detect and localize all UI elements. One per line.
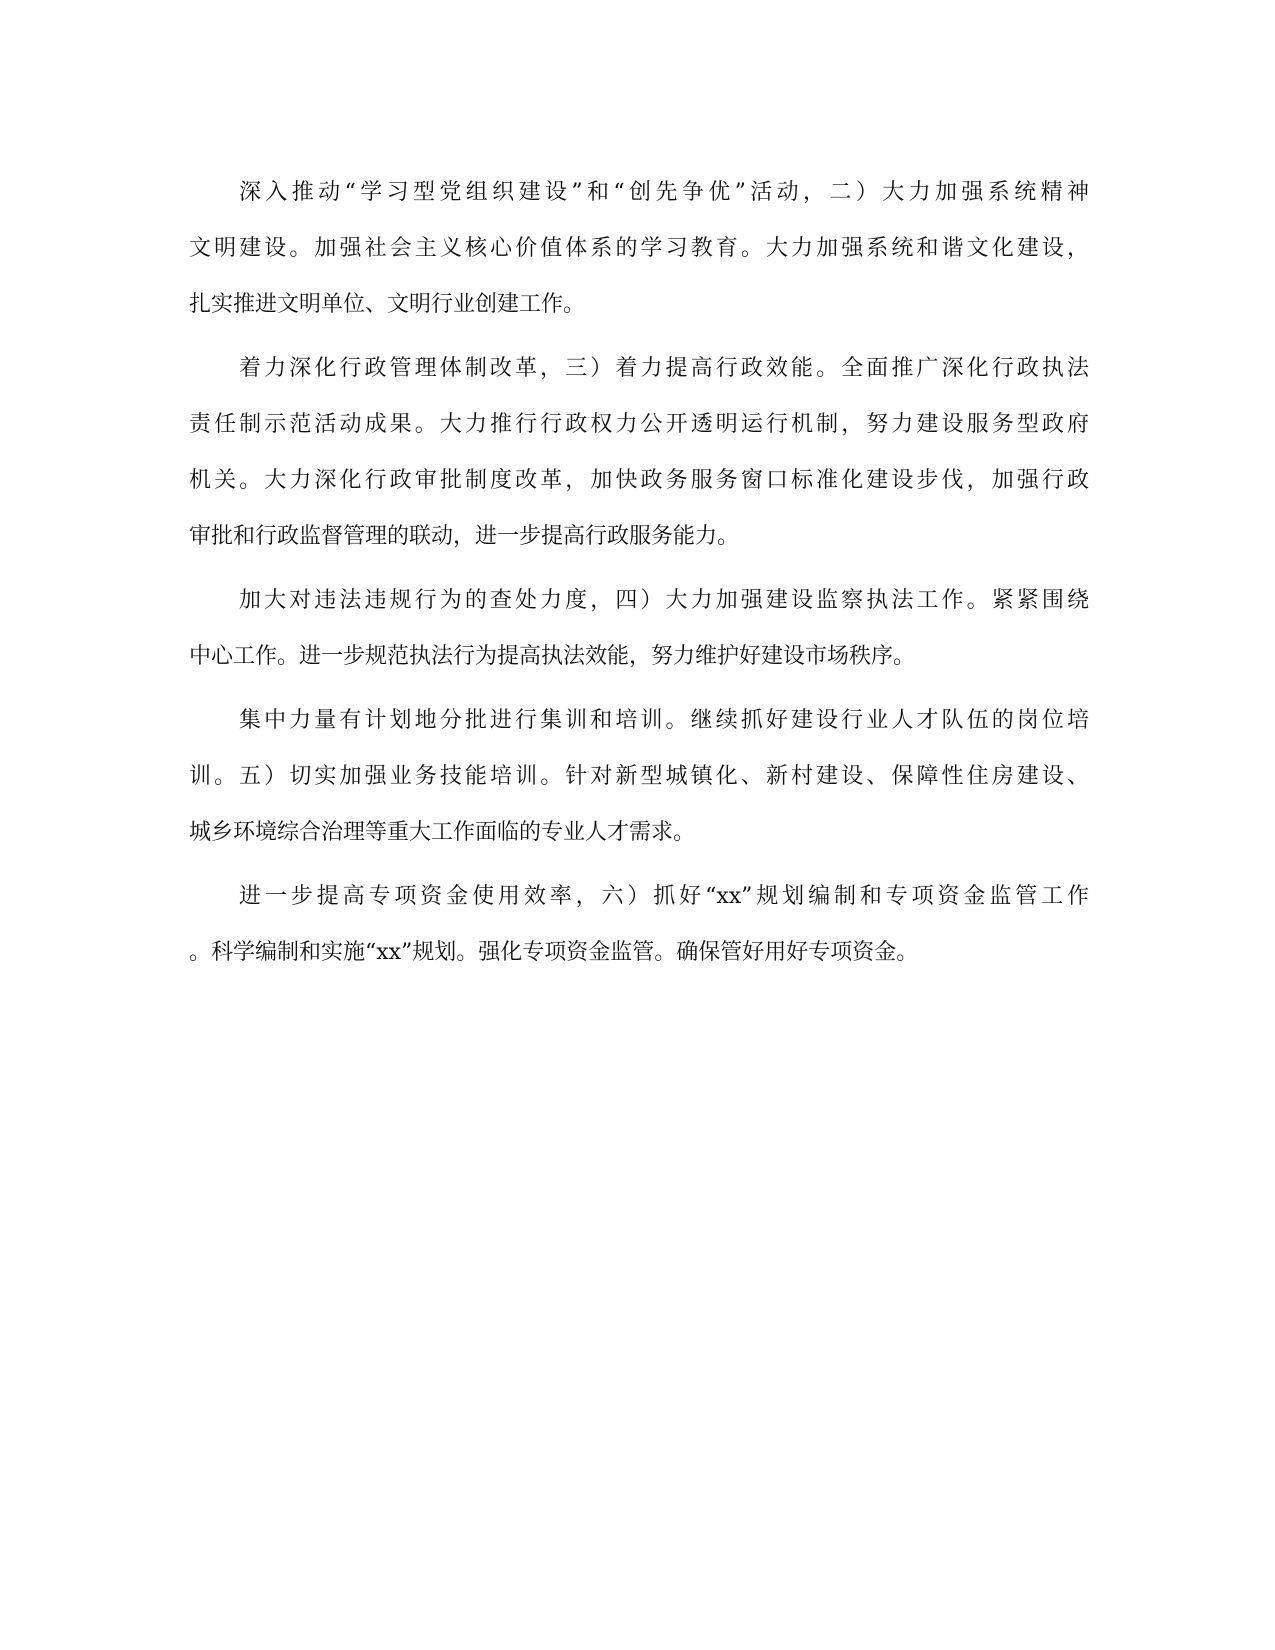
- paragraph-3: [189, 573, 1089, 685]
- paragraph-2: [189, 341, 1089, 565]
- paragraph-line: 机关。大力深化行政审批制度改革，加快政务服务窗口标准化建设步伐，加强行政: [189, 468, 1089, 493]
- paragraph-5: [189, 869, 1089, 981]
- paragraph-line: 集中力量有计划地分批进行集训和培训。继续抓好建设行业人才队伍的岗位培: [239, 708, 1089, 733]
- document-body: [189, 165, 1089, 989]
- paragraph-line: 中心工作。进一步规范执法行为提高执法效能，努力维护好建设市场秩序。: [189, 644, 916, 669]
- paragraph-line: 着力深化行政管理体制改革，三）着力提高行政效能。全面推广深化行政执法: [239, 356, 1089, 381]
- paragraph-line: 文明建设。加强社会主义核心价值体系的学习教育。大力加强系统和谐文化建设，: [189, 236, 1089, 261]
- paragraph-line: 审批和行政监督管理的联动，进一步提高行政服务能力。: [189, 524, 740, 549]
- paragraph-line: 深入推动“学习型党组织建设”和“创先争优”活动，二）大力加强系统精神: [239, 180, 1089, 205]
- paragraph-line: 加大对违法违规行为的查处力度，四）大力加强建设监察执法工作。紧紧围绕: [239, 588, 1089, 613]
- paragraph-line: 城乡环境综合治理等重大工作面临的专业人才需求。: [189, 820, 696, 845]
- paragraph-4: [189, 693, 1089, 861]
- paragraph-line: 责任制示范活动成果。大力推行行政权力公开透明运行机制，努力建设服务型政府: [189, 412, 1089, 437]
- paragraph-line: 扎实推进文明单位、文明行业创建工作。: [189, 292, 586, 317]
- paragraph-line: 训。五）切实加强业务技能培训。针对新型城镇化、新村建设、保障性住房建设、: [189, 764, 1089, 789]
- paragraph-line: 。科学编制和实施“xx”规划。强化专项资金监管。确保管好用好专项资金。: [189, 940, 919, 965]
- paragraph-1: [189, 165, 1089, 333]
- paragraph-line: 进一步提高专项资金使用效率，六）抓好“xx”规划编制和专项资金监管工作: [239, 884, 1089, 909]
